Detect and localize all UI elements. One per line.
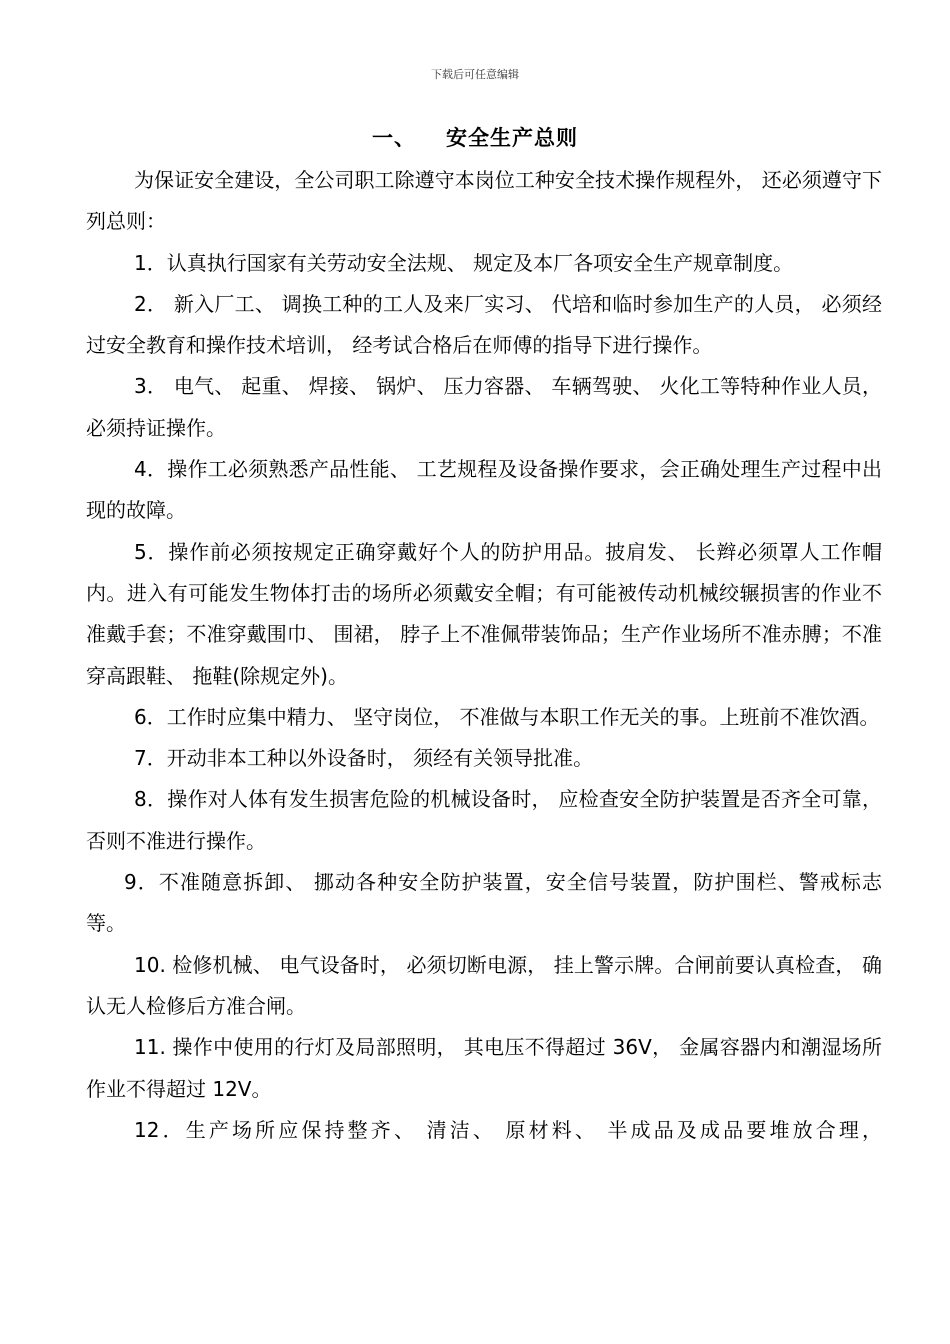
document-body (86, 160, 882, 1151)
section-number: 一、 (372, 126, 416, 150)
paragraph-rule-6: 6．工作时应集中精力、 坚守岗位， 不准做与本职工作无关的事。上班前不准饮酒。 (134, 704, 880, 729)
paragraph-rule-2: 2． 新入厂工、 调换工种的工人及来厂实习、 代培和临时参加生产的人员， 必须经过安全教育和操作技术培训， 经考试合格后在师傅的指导下进行操作。 (86, 291, 882, 358)
section-title (0, 122, 950, 152)
paragraph-rule-12: 12．生产场所应保持整齐、 清洁、 原材料、 半成品及成品要堆放合理， (134, 1117, 882, 1142)
header-note: 下载后可任意编辑 (431, 68, 519, 81)
paragraph-rule-5: 5．操作前必须按规定正确穿戴好个人的防护用品。披肩发、 长辫必须罩人工作帽内。进入有可能发生物体打击的场所必须戴安全帽；有可能被传动机械绞辗损害的作业不准戴手套；不准穿戴围巾、 围裙， 脖子上不准佩带装饰品；生产作业场所不准赤膊；不准穿高跟鞋、 拖鞋(除规定外)。 (86, 539, 882, 688)
paragraph-rule-3: 3． 电气、 起重、 焊接、 锅炉、 压力容器、 车辆驾驶、 火化工等特种作业人员，必须持证操作。 (86, 374, 882, 440)
paragraph-rule-11: 11. 操作中使用的行灯及局部照明， 其电压不得超过 36V， 金属容器内和潮湿场所作业不得超过 12V。 (86, 1035, 882, 1101)
paragraph-rule-9: 9．不准随意拆卸、 挪动各种安全防护装置，安全信号装置，防护围栏、警戒标志等。 (86, 870, 882, 936)
section-title-text: 安全生产总则 (446, 126, 578, 150)
paragraph-rule-8: 8．操作对人体有发生损害危险的机械设备时， 应检查安全防护装置是否齐全可靠， 否则不准进行操作。 (86, 787, 882, 853)
paragraph-rule-4: 4．操作工必须熟悉产品性能、 工艺规程及设备操作要求，会正确处理生产过程中出现的故障。 (86, 457, 882, 523)
paragraph-rule-7: 7．开动非本工种以外设备时， 须经有关领导批准。 (134, 746, 594, 771)
paragraph-intro: 为保证安全建设，全公司职工除遵守本岗位工种安全技术操作规程外， 还必须遵守下列总则： (86, 168, 882, 234)
paragraph-rule-1: 1．认真执行国家有关劳动安全法规、 规定及本厂各项安全生产规章制度。 (134, 250, 794, 275)
paragraph-rule-10: 10. 检修机械、 电气设备时， 必须切断电源， 挂上警示牌。合闸前要认真检查， 确认无人检修后方准合闸。 (86, 952, 882, 1018)
